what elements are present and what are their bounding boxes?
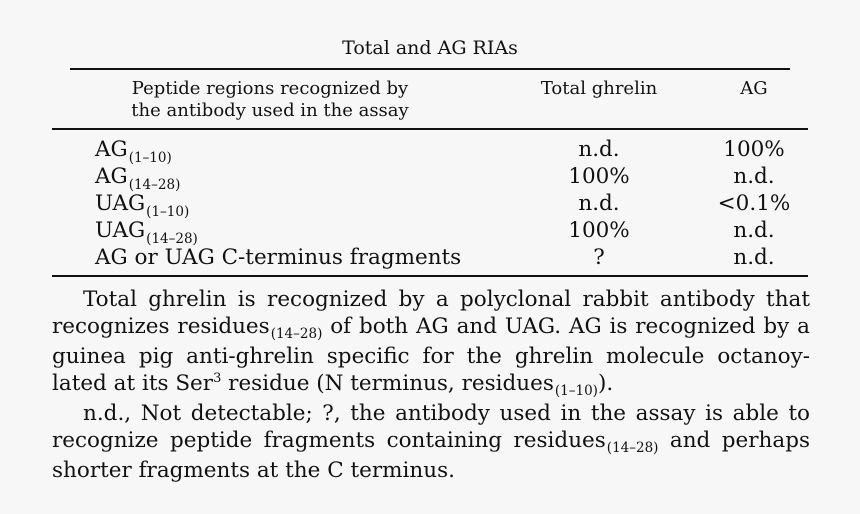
- peptide-name: UAG: [95, 218, 146, 243]
- peptide-cell: [95, 163, 180, 193]
- peptide-name: AG or UAG C-terminus fragments: [95, 245, 462, 270]
- peptide-cell: [95, 190, 189, 220]
- footnote-residues: (14–28): [606, 440, 659, 456]
- table-footnotes: [52, 286, 810, 484]
- total-ghrelin-cell: ?: [593, 245, 605, 270]
- ag-cell: n.d.: [733, 218, 775, 243]
- header-total-ghrelin: Total ghrelin: [540, 78, 658, 99]
- table-row: [52, 136, 808, 166]
- peptide-cell: [95, 217, 198, 247]
- footnote-text: and perhaps shorter fragments at the C terminus.: [52, 428, 810, 483]
- peptide-cell: [95, 136, 172, 166]
- header-peptide-regions: [95, 78, 445, 122]
- ag-cell: <0.1%: [717, 191, 791, 216]
- peptide-cell: [95, 244, 461, 271]
- footnote-superscript: 3: [213, 370, 222, 386]
- table-row: [52, 244, 808, 271]
- peptide-name: AG: [95, 137, 128, 162]
- group-title-rule: [70, 68, 790, 70]
- footnote-ghrelin-recognition: [52, 286, 810, 400]
- total-ghrelin-cell: 100%: [568, 164, 630, 189]
- peptide-residues: (14–28): [128, 177, 181, 193]
- footnote-text: ).: [597, 371, 614, 396]
- footnote-abbreviations: [52, 400, 810, 484]
- table-body: [52, 136, 808, 271]
- table-row: [52, 217, 808, 247]
- footnote-text: Total ghrelin is recognized by a polyclonal rabbit antibody that recognizes residues: [52, 287, 810, 339]
- footnote-text: n.d., Not detectable; ?, the antibody used in the assay is able to recognize peptide fragments containing residues: [52, 401, 810, 453]
- table-row: [52, 163, 808, 193]
- footnote-residues: (1–10): [554, 383, 598, 399]
- header-peptide-line-2: the antibody used in the assay: [131, 100, 409, 121]
- peptide-residues: (14–28): [146, 231, 198, 247]
- header-peptide-line-1: Peptide regions recognized by: [131, 78, 409, 99]
- header-ag: AG: [740, 78, 768, 99]
- footnote-residues: (14–28): [270, 326, 323, 342]
- total-ghrelin-cell: n.d.: [578, 191, 620, 216]
- peptide-name: AG: [95, 164, 128, 189]
- total-ghrelin-cell: n.d.: [578, 137, 620, 162]
- peptide-name: UAG: [95, 191, 146, 216]
- footnote-text: residue (N terminus, residues: [221, 371, 554, 396]
- group-title: Total and AG RIAs: [342, 37, 518, 59]
- peptide-residues: (1–10): [128, 150, 172, 166]
- footer-rule: [52, 275, 808, 277]
- peptide-residues: (1–10): [146, 204, 190, 220]
- header-rule: [52, 128, 808, 130]
- ag-cell: 100%: [723, 137, 785, 162]
- total-ghrelin-cell: 100%: [568, 218, 630, 243]
- table-row: [52, 190, 808, 220]
- ag-cell: n.d.: [733, 245, 775, 270]
- footnote-text: of both AG and UAG. AG is recognized by a guinea pig anti-ghrelin specific for the ghrelin molecule octanoy-lated at its Ser: [52, 314, 811, 396]
- ag-cell: n.d.: [733, 164, 775, 189]
